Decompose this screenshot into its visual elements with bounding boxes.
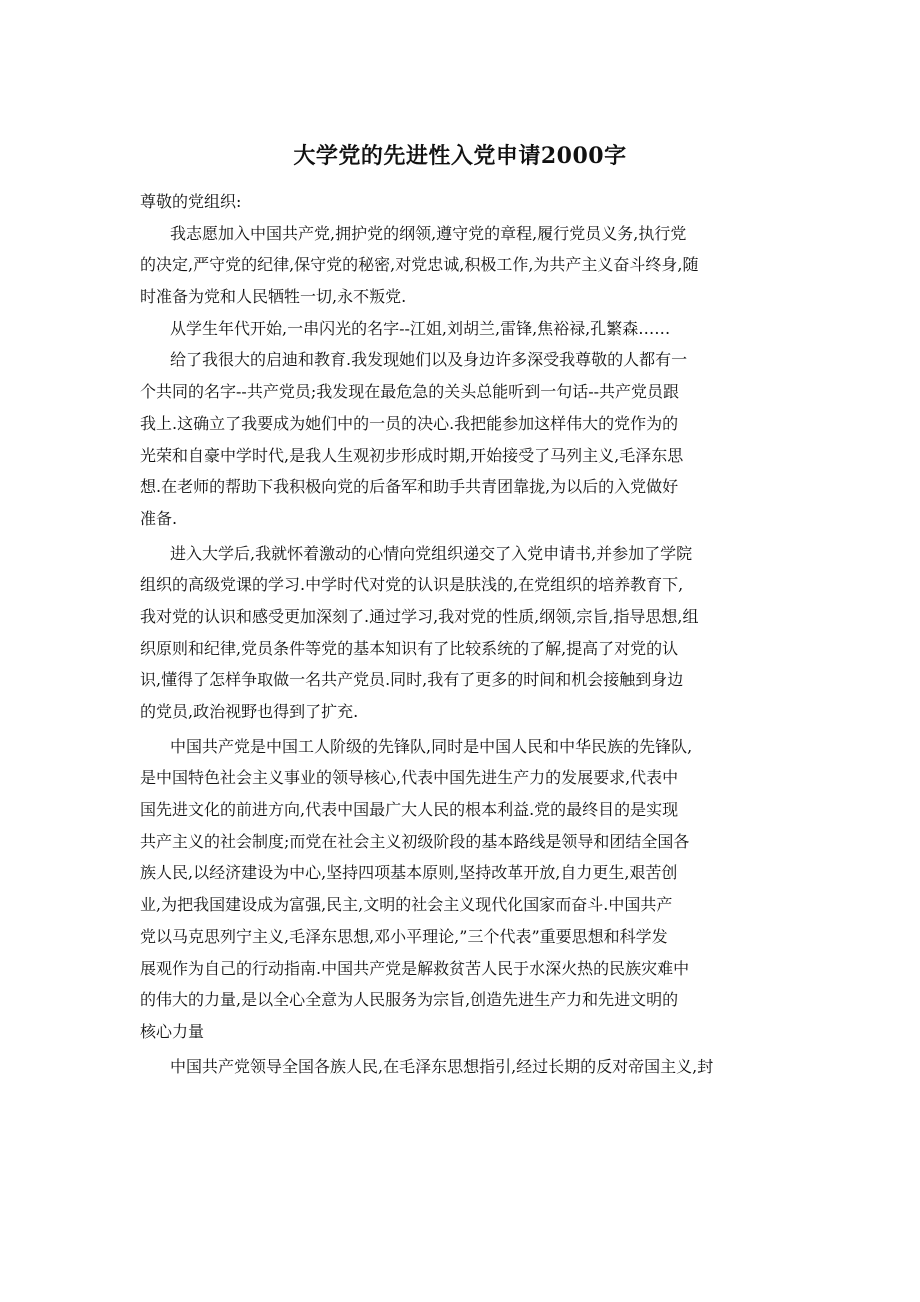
- paragraph-line: 党以马克思列宁主义,毛泽东思想,邓小平理论,”三个代表”重要思想和科学发: [140, 926, 668, 946]
- paragraph-line: 时准备为党和人民牺牲一切,永不叛党.: [140, 287, 407, 307]
- paragraph-line: 个共同的名字--共产党员;我发现在最危急的关头总能听到一句话--共产党员跟: [140, 382, 680, 402]
- paragraph-line: 识,懂得了怎样争取做一名共产党员.同时,我有了更多的时间和机会接触到身边: [140, 670, 684, 690]
- paragraph-line: 国先进文化的前进方向,代表中国最广大人民的根本利益.党的最终目的是实现: [140, 800, 679, 820]
- paragraph-line: 的伟大的力量,是以全心全意为人民服务为宗旨,创造先进生产力和先进文明的: [140, 990, 679, 1010]
- paragraph-line: 我上.这确立了我要成为她们中的一员的决心.我把能参加这样伟大的党作为的: [140, 413, 679, 433]
- paragraph-line: 我志愿加入中国共产党,拥护党的纲领,遵守党的章程,履行党员义务,执行党: [170, 223, 687, 243]
- paragraph-line: 展观作为自己的行动指南.中国共产党是解救贫苦人民于水深火热的民族灾难中: [140, 958, 690, 978]
- paragraph-line: 的决定,严守党的纪律,保守党的秘密,对党忠诚,积极工作,为共产主义奋斗终身,随: [140, 255, 699, 275]
- paragraph-line: 我对党的认识和感受更加深刻了.通过学习,我对党的性质,纲领,宗旨,指导思想,组: [140, 606, 699, 626]
- document-title: 大学党的先进性入党申请2000字: [293, 143, 627, 169]
- paragraph-line: 进入大学后,我就怀着激动的心情向党组织递交了入党申请书,并参加了学院: [170, 543, 693, 563]
- paragraph-line: 的党员,政治视野也得到了扩充.: [140, 702, 359, 721]
- paragraph-line: 组织的高级党课的学习.中学时代对党的认识是肤浅的,在党组织的培养教育下,: [140, 575, 684, 595]
- paragraph-line: 光荣和自豪中学时代,是我人生观初步形成时期,开始接受了马列主义,毛泽东思: [140, 445, 684, 465]
- paragraph-line: 核心力量: [140, 1021, 205, 1041]
- paragraph-line: 织原则和纪律,党员条件等党的基本知识有了比较系统的了解,提高了对党的认: [140, 638, 679, 658]
- paragraph-line: 给了我很大的启迪和教育.我发现她们以及身边许多深受我尊敬的人都有一: [170, 350, 688, 370]
- paragraph-line: 从学生年代开始,一串闪光的名字--江姐,刘胡兰,雷锋,焦裕禄,孔繁森……: [170, 318, 671, 338]
- paragraph-line: 中国共产党是中国工人阶级的先锋队,同时是中国人民和中华民族的先锋队,: [170, 736, 693, 756]
- paragraph-line: 业,为把我国建设成为富强,民主,文明的社会主义现代化国家而奋斗.中国共产: [140, 895, 673, 915]
- paragraph-line: 族人民,以经济建设为中心,坚持四项基本原则,坚持改革开放,自力更生,艰苦创: [140, 863, 678, 883]
- paragraph-line: 是中国特色社会主义事业的领导核心,代表中国先进生产力的发展要求,代表中: [140, 768, 679, 788]
- paragraph-line: 准备.: [140, 508, 178, 528]
- paragraph-line: 共产主义的社会制度;而党在社会主义初级阶段的基本路线是领导和团结全国各: [140, 831, 690, 851]
- document-body: [140, 186, 790, 1082]
- paragraph-line: 想.在老师的帮助下我积极向党的后备军和助手共青团靠拢,为以后的入党做好: [140, 477, 679, 497]
- salutation: 尊敬的党组织:: [140, 192, 242, 211]
- paragraph-line: 中国共产党领导全国各族人民,在毛泽东思想指引,经过长期的反对帝国主义,封: [170, 1056, 714, 1076]
